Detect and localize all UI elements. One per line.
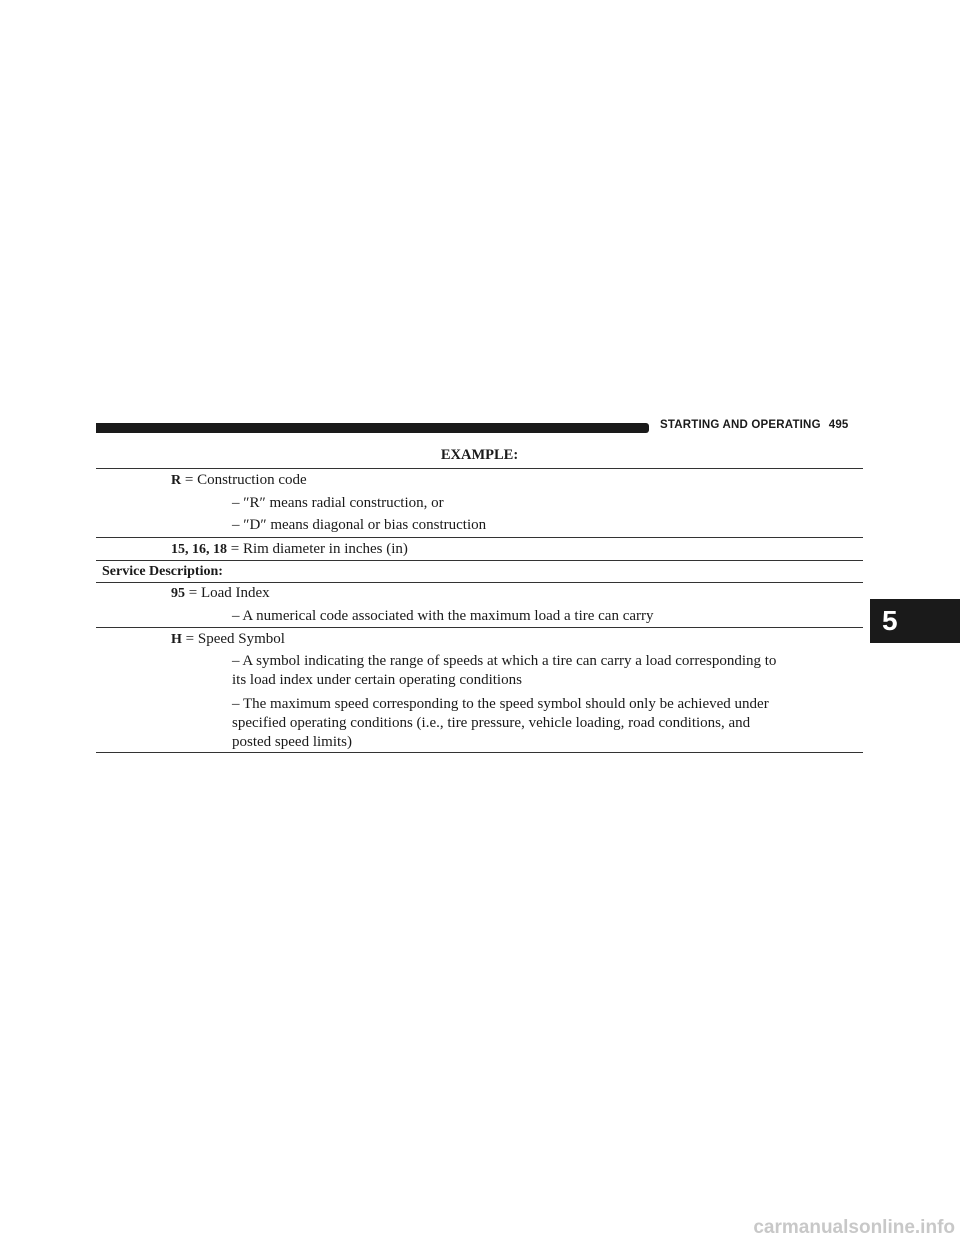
page-number: 495 [828,419,849,431]
speed-symbol-detail: posted speed limits) [232,734,352,750]
speed-symbol-detail: specified operating conditions (i.e., tire pressure, vehicle loading, road conditions, and [232,715,751,731]
table-title: EXAMPLE: [440,447,519,463]
load-index-code: 95 [171,586,185,601]
watermark-text: carmanualsonline.info [753,1217,955,1238]
load-index-row [171,584,270,603]
table-rule [96,468,863,469]
section-title: STARTING AND OPERATING [660,419,821,431]
rim-desc: = Rim diameter in inches (in) [230,541,408,557]
construction-detail: – ″R″ means radial construction, or [232,495,444,511]
running-header [660,419,865,437]
load-index-detail: – A numerical code associated with the maximum load a tire can carry [232,608,654,624]
speed-symbol-detail: – A symbol indicating the range of speeds at which a tire can carry a load corresponding to [232,653,777,669]
watermark-logo [595,1212,960,1242]
construction-desc: = Construction code [184,472,307,488]
speed-symbol-row [171,630,285,649]
rim-row [171,540,408,559]
service-description-label: Service Description: [102,564,223,579]
speed-symbol-detail: – The maximum speed corresponding to the speed symbol should only be achieved under [232,696,769,712]
load-index-desc: = Load Index [188,585,270,601]
chapter-tab: 5 [870,599,960,643]
speed-symbol-desc: = Speed Symbol [185,631,285,647]
table-rule [96,582,863,583]
construction-row [171,471,307,490]
table-rule [96,627,863,628]
table-rule [96,560,863,561]
construction-code: R [171,473,182,488]
rim-code: 15, 16, 18 [171,542,227,557]
table-rule [96,752,863,753]
table-rule [96,537,863,538]
speed-symbol-detail: its load index under certain operating conditions [232,672,522,688]
construction-detail: – ″D″ means diagonal or bias construction [232,517,487,533]
header-bar [96,423,649,433]
speed-symbol-code: H [171,632,182,647]
